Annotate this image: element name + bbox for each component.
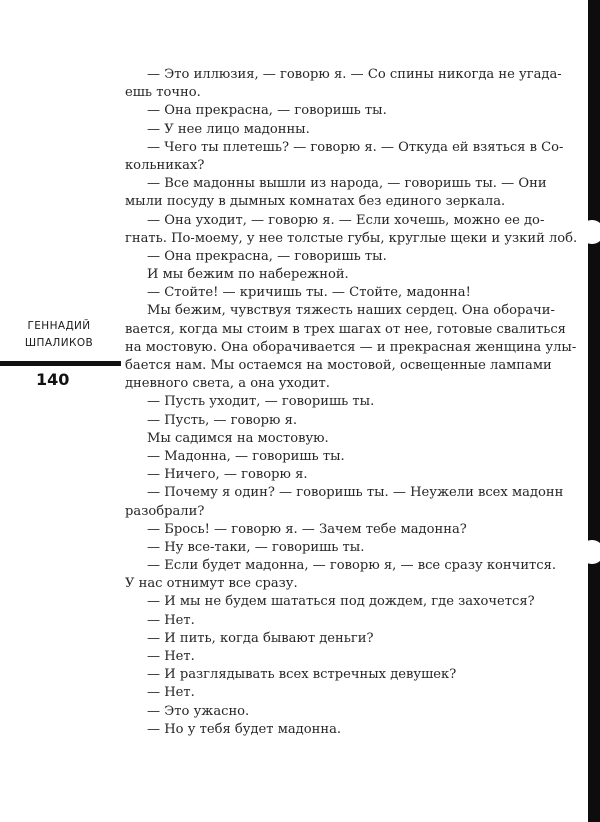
text-line: — И мы не будем шататься под дождем, где захочется? xyxy=(147,594,535,610)
text-line: И мы бежим по набережной. xyxy=(147,267,349,283)
text-line: — Она прекрасна, — говоришь ты. xyxy=(147,248,387,264)
text-line: — Она уходит, — говорю я. — Если хочешь, можно ее до- xyxy=(147,212,545,228)
page-edge-bar xyxy=(588,0,600,822)
text-line: — Она прекрасна, — говоришь ты. xyxy=(147,103,387,119)
text-line: Мы садимся на мостовую. xyxy=(147,430,329,446)
page-number: 140 xyxy=(36,370,70,389)
text-line: — Но у тебя будет мадонна. xyxy=(147,721,342,737)
text-line: ешь точно. xyxy=(125,85,201,101)
text-line: — И пить, когда бывают деньги? xyxy=(147,630,374,646)
text-line: У нас отнимут все сразу. xyxy=(125,576,298,592)
text-line: гнать. По-моему, у нее толстые губы, круглые щеки и узкий лоб. xyxy=(125,230,578,246)
running-head xyxy=(0,318,118,352)
text-line: — Пусть уходит, — говоришь ты. xyxy=(147,394,375,410)
text-line: — Нет. xyxy=(147,649,195,664)
text-line: — Все мадонны вышли из народа, — говоришь ты. — Они xyxy=(147,176,547,192)
text-line: — Мадонна, — говоришь ты. xyxy=(147,448,345,464)
text-line: — Ну все-таки, — говоришь ты. xyxy=(147,539,365,555)
text-line: — Нет. xyxy=(147,685,195,701)
text-line: — Стойте! — кричишь ты. — Стойте, мадонна! xyxy=(147,285,471,301)
text-line: дневного света, а она уходит. xyxy=(125,376,330,392)
text-line: — У нее лицо мадонны. xyxy=(147,121,310,137)
text-line: — Это ужасно. xyxy=(147,703,250,719)
text-line: — Нет. xyxy=(147,612,195,628)
text-line: — Брось! — говорю я. — Зачем тебе мадонна? xyxy=(147,521,467,537)
author-last-name: ШПАЛИКОВ xyxy=(24,337,94,349)
text-line: на мостовую. Она оборачивается — и прекрасная женщина улы- xyxy=(125,339,577,355)
text-line: мыли посуду в дымных комнатах без единого зеркала. xyxy=(125,194,506,210)
text-line: — Почему я один? — говоришь ты. — Неужели всех мадонн xyxy=(147,485,564,501)
edge-notch xyxy=(580,220,600,244)
text-line: — Если будет мадонна, — говорю я, — все сразу кончится. xyxy=(147,558,557,574)
text-line: — И разглядывать всех встречных девушек? xyxy=(147,667,457,683)
author-first-name: ГЕННАДИЙ xyxy=(27,320,91,332)
text-line: вается, когда мы стоим в трех шагах от нее, готовые свалиться xyxy=(125,321,566,337)
text-line: Мы бежим, чувствуя тяжесть наших сердец. Она оборачи- xyxy=(147,303,555,319)
body-text xyxy=(125,66,578,739)
text-line: кольниках? xyxy=(125,157,205,173)
text-line: разобрали? xyxy=(125,503,205,519)
text-line: — Пусть, — говорю я. xyxy=(147,412,298,428)
text-line: — Чего ты плетешь? — говорю я. — Откуда ей взяться в Со- xyxy=(147,139,564,155)
text-line: бается нам. Мы остаемся на мостовой, освещенные лампами xyxy=(125,358,552,373)
text-line: — Это иллюзия, — говорю я. — Со спины никогда не угада- xyxy=(147,67,562,82)
folio-bar xyxy=(0,361,121,366)
edge-notch xyxy=(580,540,600,564)
text-line: — Ничего, — говорю я. xyxy=(147,467,308,483)
